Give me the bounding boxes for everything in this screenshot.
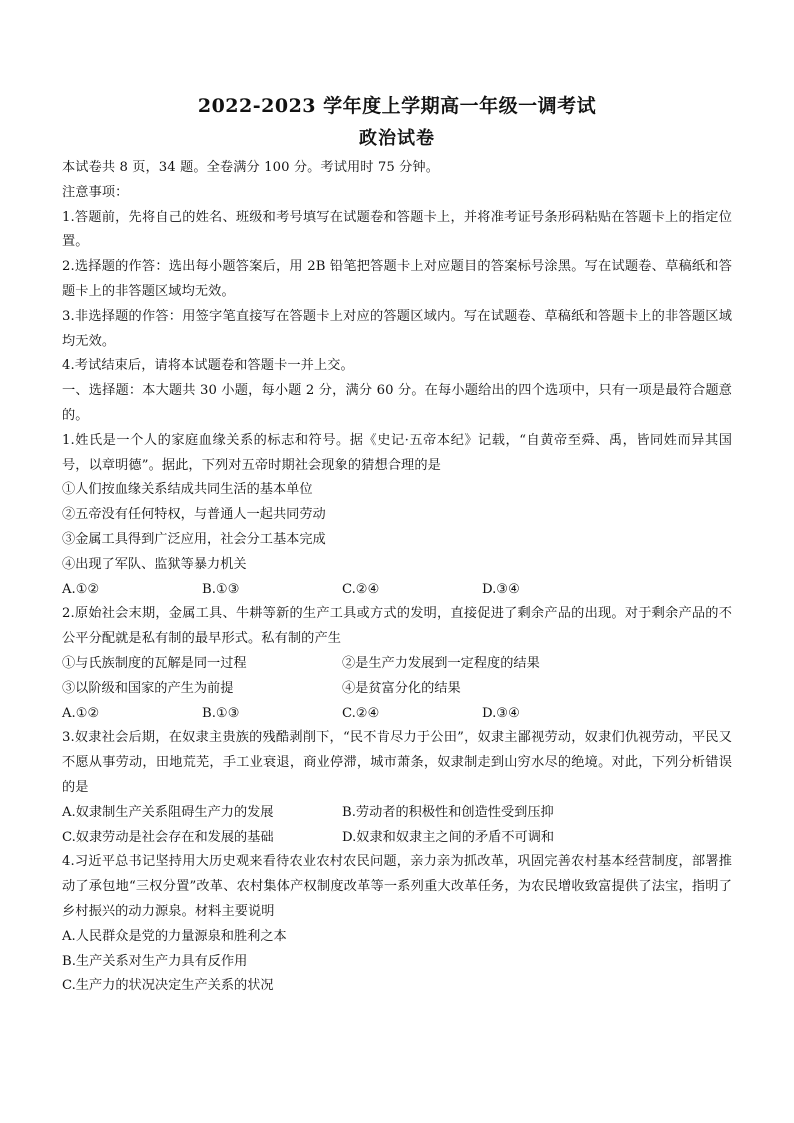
question-2-statement: ①与氏族制度的瓦解是同一过程 — [62, 655, 247, 671]
notice-item: 3.非选择题的作答：用签字笔直接写在答题卡上对应的答题区域内。写在试题卷、草稿纸和答题卡上的非答题区域均无效。 — [62, 308, 732, 349]
choice-a: A.①② — [62, 705, 100, 721]
question-3-choices-row — [62, 801, 732, 826]
question-2-statement: ④是贫富分化的结果 — [342, 680, 461, 696]
notice-item: 1.答题前，先将自己的姓名、班级和考号填写在试题卷和答题卡上，并将准考证号条形码粘贴在答题卡上的指定位置。 — [62, 209, 732, 250]
choice-c: C.生产力的状况决定生产关系的状况 — [62, 978, 274, 994]
question-1-statement: ①人们按血缘关系结成共同生活的基本单位 — [62, 482, 313, 498]
question-3-stem: 3.奴隶社会后期，在奴隶主贵族的残酷剥削下，“民不肯尽力于公田”，奴隶主鄙视劳动，奴隶们仇视劳动，平民又不愿从事劳动，田地荒芜，手工业衰退，商业停滞，城市萧条，奴隶制走到山穷水尽的绝境。对此，下列分析错误的是 — [62, 730, 732, 795]
question-2-statement: ②是生产力发展到一定程度的结果 — [342, 655, 540, 671]
choice-b: B.劳动者的积极性和创造性受到压抑 — [342, 804, 554, 820]
question-2-statement: ③以阶级和国家的产生为前提 — [62, 680, 234, 696]
question-4-stem: 4.习近平总书记坚持用大历史观来看待农业农村农民问题，亲力亲为抓改革，巩固完善农村基本经营制度，部署推动了承包地“三权分置”改革、农村集体产权制度改革等一系列重大改革任务，为农民增收致富提供了法宝，指明了乡村振兴的动力源泉。材料主要说明 — [62, 854, 732, 919]
question-1-statement: ④出现了军队、监狱等暴力机关 — [62, 556, 247, 572]
choice-d: D.③④ — [482, 705, 520, 721]
exam-page — [62, 92, 732, 999]
question-2-statements-row — [62, 677, 732, 702]
choice-d: D.奴隶和奴隶主之间的矛盾不可调和 — [342, 829, 555, 845]
exam-title: 2022-2023 学年度上学期高一年级一调考试 — [197, 95, 597, 117]
choice-c: C.②④ — [342, 581, 380, 597]
question-2-stem: 2.原始社会末期，金属工具、牛耕等新的生产工具或方式的发明，直接促进了剩余产品的出现。对于剩余产品的不公平分配就是私有制的最早形式。私有制的产生 — [62, 606, 732, 647]
choice-b: B.①③ — [202, 705, 240, 721]
question-1-statement: ②五帝没有任何特权，与普通人一起共同劳动 — [62, 507, 326, 523]
section-heading: 一、选择题：本大题共 30 小题，每小题 2 分，满分 60 分。在每小题给出的四个选项中，只有一项是最符合题意的。 — [62, 383, 732, 423]
exam-info: 本试卷共 8 页，34 题。全卷满分 100 分。考试用时 75 分钟。 — [62, 160, 440, 175]
choice-b: B.①③ — [202, 581, 240, 597]
choice-c: C.奴隶劳动是社会存在和发展的基础 — [62, 829, 274, 845]
notice-item: 4.考试结束后，请将本试题卷和答题卡一并上交。 — [62, 358, 354, 374]
exam-subject: 政治试卷 — [359, 128, 435, 149]
question-2-statements-row — [62, 652, 732, 677]
question-1-statement: ③金属工具得到广泛应用，社会分工基本完成 — [62, 531, 326, 547]
question-3-choices-row — [62, 826, 732, 851]
choice-a: A.人民群众是党的力量源泉和胜利之本 — [62, 928, 287, 944]
choice-d: D.③④ — [482, 581, 520, 597]
notice-item: 2.选择题的作答：选出每小题答案后，用 2B 铅笔把答题卡上对应题目的答案标号涂黑。写在试题卷、草稿纸和答题卡上的非答题区域均无效。 — [62, 259, 732, 299]
question-1-choices — [62, 578, 732, 603]
question-2-choices — [62, 702, 732, 727]
choice-b: B.生产关系对生产力具有反作用 — [62, 953, 248, 969]
choice-a: A.①② — [62, 581, 100, 597]
question-1-stem: 1.姓氏是一个人的家庭血缘关系的标志和符号。据《史记·五帝本纪》记载，“自黄帝至舜、禹，皆同姓而异其国号，以章明德”。据此，下列对五帝时期社会现象的猜想合理的是 — [62, 432, 732, 473]
choice-a: A.奴隶制生产关系阻碍生产力的发展 — [62, 804, 274, 820]
choice-c: C.②④ — [342, 705, 380, 721]
notice-heading: 注意事项： — [62, 184, 129, 200]
